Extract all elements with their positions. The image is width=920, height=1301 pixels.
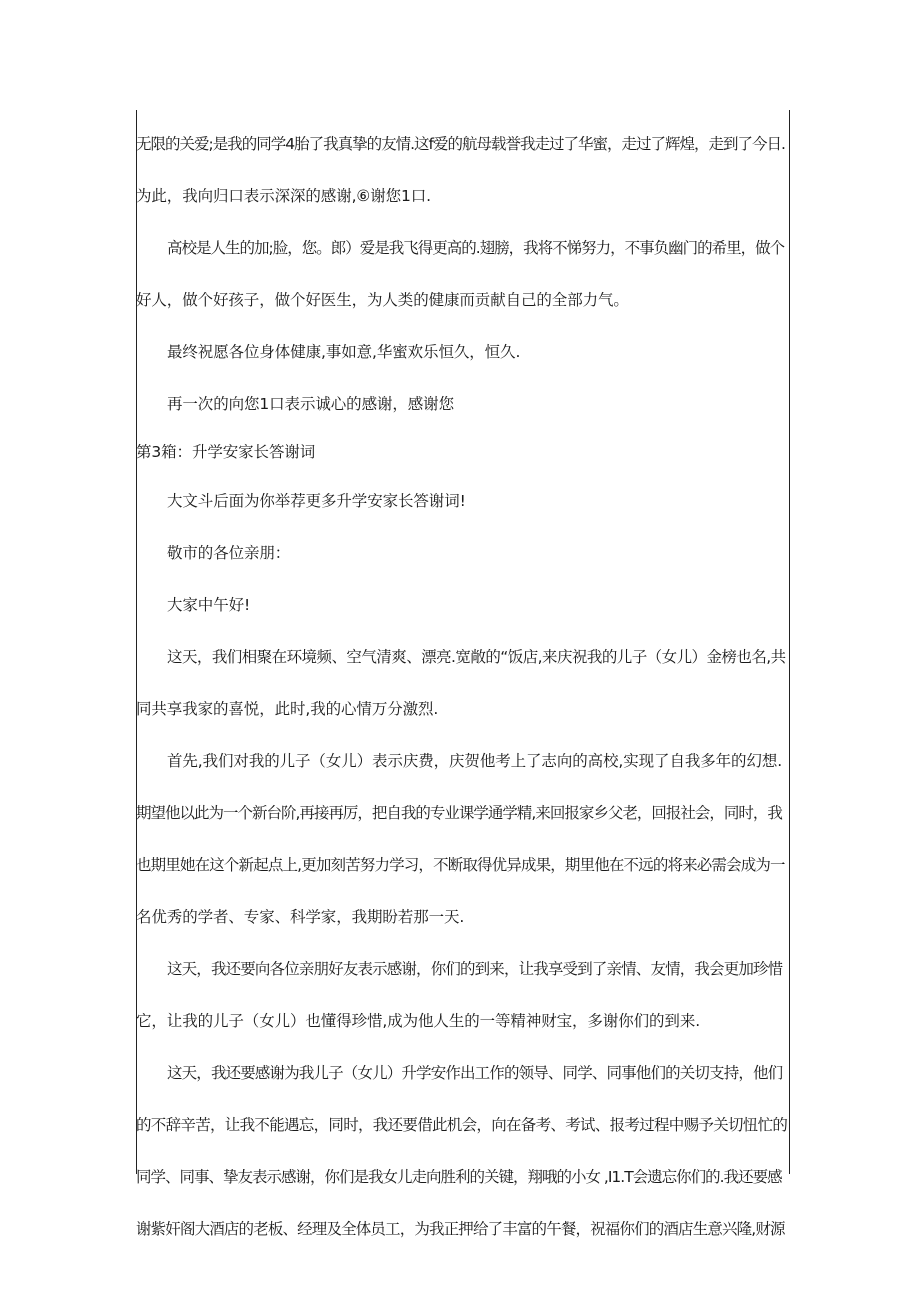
paragraph-line: 也期里她在这个新起点上,更加刻苦努力学习，不断取得优异成果，期里他在不远的将来必需会成为一 xyxy=(136,856,785,874)
paragraph-line: 同共享我家的喜悦，此时,我的心情万分激烈. xyxy=(136,700,439,718)
paragraph-line: 名优秀的学者、专家、科学家，我期盼若那一天. xyxy=(136,908,465,926)
paragraph-line: 这天，我还要向各位亲朋好友表示感谢，你们的到来，让我享受到了亲情、友情，我会更加珍惜 xyxy=(167,960,783,978)
paragraph-line: 的不辞辛苦，让我不能遇忘，同时，我还要借此机会，向在备考、考试、报考过程中赐予关切忸忙的 xyxy=(136,1116,788,1134)
paragraph-line: 为此，我向归口表示深深的感谢,⑥谢您1口. xyxy=(136,187,432,205)
paragraph-line: 这天，我们相聚在环境频、空气清爽、漂亮.宽敞的“饭店,来庆祝我的儿子（女儿）金榜也名,共 xyxy=(167,648,786,666)
paragraph-line: 期望他以此为一个新台阶,再接再厉，把自我的专业课学通学精,来回报家乡父老，回报社会，同时，我 xyxy=(136,804,782,822)
paragraph-line: 谢紫奸阁大酒店的老板、经理及全体员工，为我正押给了丰富的午餐，祝福你们的酒店生意兴隆,财源 xyxy=(136,1220,785,1238)
document-body xyxy=(136,118,786,1255)
paragraph-line: 再一次的向您1口表示诚心的感谢，感谢您 xyxy=(167,395,454,413)
paragraph-line: 首先,我们对我的儿子（女儿）表示庆费，庆贺他考上了志向的高校,实现了自我多年的幻想. xyxy=(167,752,783,770)
paragraph-line: 同学、同事、挚友表示感谢，你们是我女儿走向胜利的关键，翔哦的小女 ,I1.T会遗忘你们的.我还要感 xyxy=(136,1168,782,1186)
greeting-line: 大家中午好! xyxy=(167,596,251,614)
paragraph-line: 无限的关爱;是我的同学4胎了我真挚的友情.这f爱的航母载誉我走过了华蜜，走过了辉煌，走到了今日. xyxy=(136,135,785,153)
paragraph-line: 好人，做个好孩子，做个好医生，为人类的健康而贡献自己的全部力气。 xyxy=(136,291,629,309)
paragraph-line: 最终祝愿各位身体健康,事如意,华蜜欢乐恒久，恒久. xyxy=(167,343,521,361)
paragraph-line: 高校是人生的加;脸，您。郎）爱是我飞得更高的.翅膀，我将不悌努力，不事负幽门的希里，做个 xyxy=(167,239,785,257)
paragraph-line: 它，让我的儿子（女儿）也懂得珍惜,成为他人生的一等精神财宝，多谢你们的到来. xyxy=(136,1012,701,1030)
section-heading: 第3箱：升学安家长答谢词 xyxy=(136,443,316,461)
paragraph-line: 这天，我还要感谢为我儿子（女儿）升学安作出工作的领导、同学、同事他们的关切支持，他们 xyxy=(167,1064,783,1082)
salutation-line: 敬市的各位亲朋： xyxy=(167,544,291,562)
paragraph-line: 大文斗后面为你举荐更多升学安家长答谢词! xyxy=(167,492,466,510)
